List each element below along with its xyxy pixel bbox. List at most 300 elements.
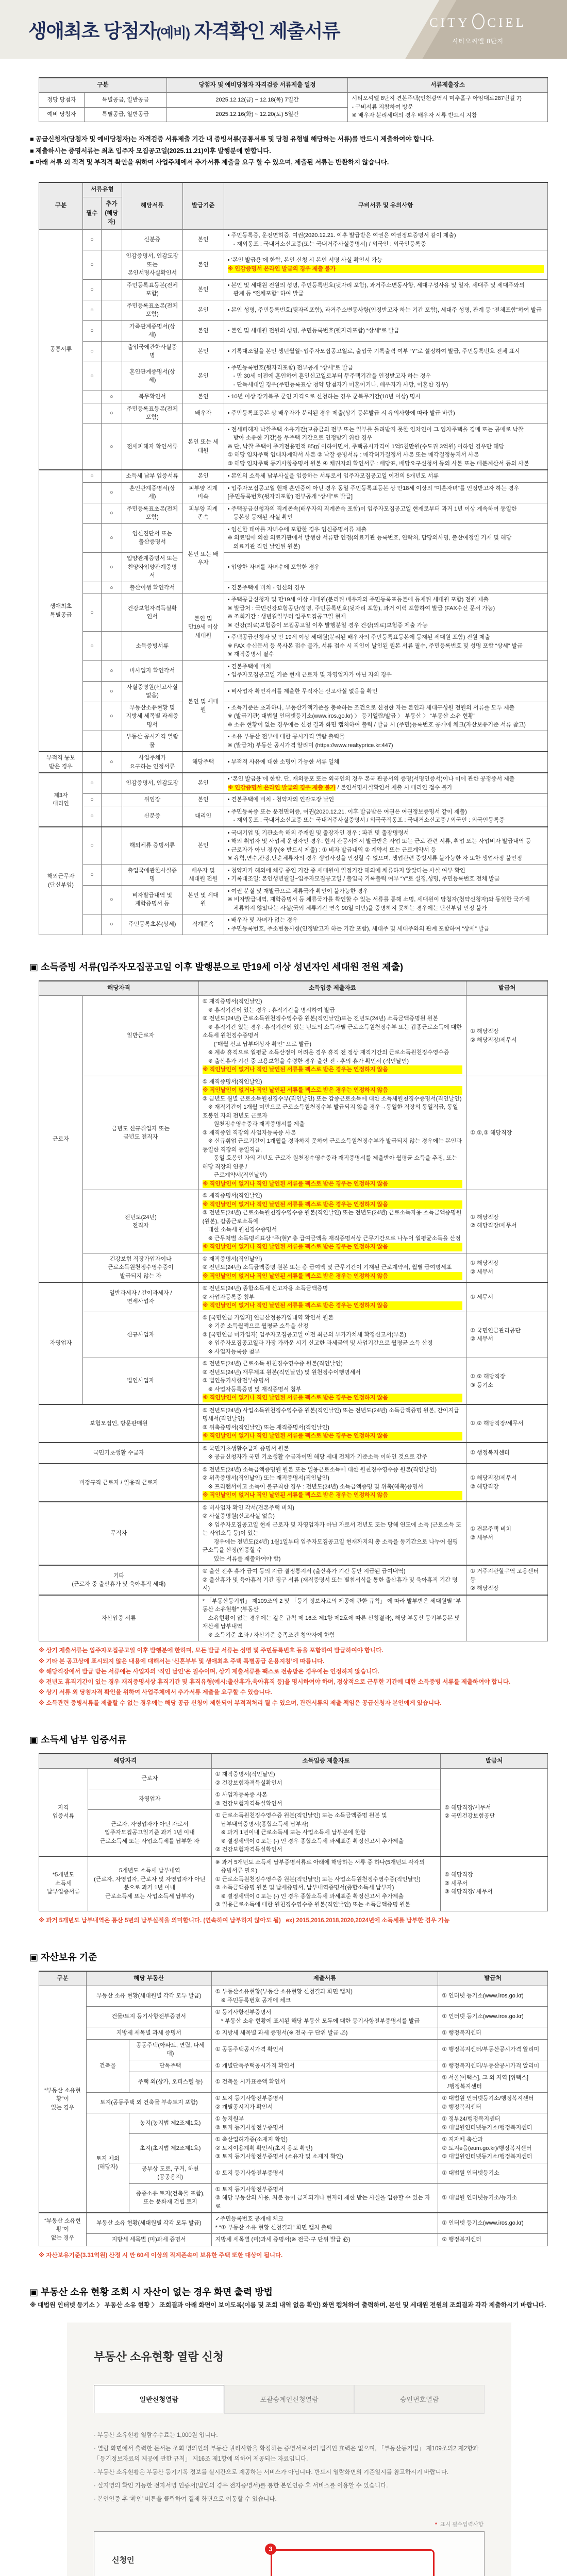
table-cell: 생애최초 특별공급 <box>39 470 83 752</box>
table-row <box>39 2093 548 2113</box>
table-cell: • 소득기준은 초과하나, 부동산가액기준을 충족하는 조건으로 신청한 자는 본인과 세대구성원 전원의 서류를 모두 제출 ※ (발급기관) 대법원 인터넷등기소(www.iros.go.kr) 〉 등기열람/발급 〉 부동산 〉 “부동산 소유 현황” ※ 소유 현황이 없는 경우에는 신청 결과 화면 캡처하여 출력 / 발급 시 (주민)등록번호 공개에 체크(자산보유기준 서류 참고) <box>224 702 547 731</box>
table-cell: 본인 <box>182 300 224 320</box>
income-proof-red-notes <box>39 1647 567 1708</box>
table-cell: 일반근로자 <box>82 996 198 1076</box>
iros-page-title: 부동산 소유현황 열람 신청 <box>94 2348 485 2364</box>
table-cell: 인감증명서, 인감도장 또는 본인서명사실확인서 <box>122 250 182 280</box>
table-cell: 지방세 세목별 (미)과세 증명서(※ 전국·구 단위 발급 必) <box>211 2234 438 2246</box>
table-cell: 해당주택 <box>182 752 224 773</box>
table-row <box>39 553 548 582</box>
table-cell: ① 전년도(24년) 근로소득 원천징수영수증 원본(직인날인) ② 전년도(24년) 재무제표 원본(직인날인) 및 원천징수이행명세서 ③ 법인등기사항전부증명서 ※ 사업자등록증명 및 재직증명서 첨부 ※ 직인날인이 없거나 직인 날인된 서류를 팩스로 받은 경우는 인정하지 않음 <box>198 1358 466 1404</box>
table-cell: 부동산 소유 현황(세대원별 각각 모두 발급) <box>86 1986 211 2007</box>
table-cell: 직계존속 <box>182 914 224 935</box>
table-cell: ○ <box>101 553 122 582</box>
annotation-badge-3: 3 <box>265 2544 276 2555</box>
table-cell: ① 국민기초생활수급자 증명서 원본 ※ 공급신청자가 국민 기초생활 수급자이면 해당 세대 전체가 기준소득 이하인 것으로 간주 <box>198 1443 466 1464</box>
table-cell: ○ <box>82 250 101 280</box>
table-cell: “부동산 소유현황”이 있는 경우 <box>39 1986 87 2213</box>
iros-tab-1[interactable]: 일반신청열람 <box>94 2385 224 2413</box>
table-cell: 본인 <box>182 279 224 300</box>
table-row <box>39 1358 548 1404</box>
table-cell: 주민등록표초본(전체포함) <box>122 300 182 320</box>
table-cell: 공부상 도로, 구거, 하천 (공공용지) <box>129 2163 211 2183</box>
table-cell: ① 국민연금관리공단 ② 세무서 <box>466 1312 548 1358</box>
table-cell <box>82 403 101 423</box>
table-row <box>39 423 548 470</box>
documents-table <box>39 182 548 935</box>
table-cell: ① 부동산소유현황(부동산 소유현황 신청결과 화면 캡처) ※ 주민등록번호 공개에 체크 <box>211 1986 438 2007</box>
table-cell: • ‘본인 발급용’에 한함, 본인 신청 시 본인 서명 사실 확인서 가능 ※ 인감증명서 온라인 발급의 경우 제출 불가 <box>224 250 547 280</box>
table-cell: ① 비사업자 확인 각서(견본주택 비치) ② 사실증명원(신고사실 없음) ※ 입주자모집공고일 현재 근로자 및 자영업자가 아닌 자로서 전년도 또는 당해 연도에 소득 (근로소득 또는 사업소득 등)이 있는 경우에는 전년도(24년) 1월1일부터 입주자모집공고일 현재까지의 총 소득을 동기간으로 나누어 월평균소득을 산정(입증할 수 있는 서류를 제출하여야 함) <box>198 1502 466 1566</box>
table-cell: 입양관계증명서 또는 친양자입양관계증명서 <box>122 553 182 582</box>
table-row <box>39 1282 548 1312</box>
applicant-form <box>94 2531 485 2576</box>
table-cell: 법인사업자 <box>82 1358 198 1404</box>
table-cell: 출입국에관한사실증명 <box>122 341 182 362</box>
table-cell: ① 건축물 시가표준액 확인서 <box>211 2072 438 2093</box>
table-cell: ① 재직증명서(직인날인) ※ 직인날인이 없거나 직인 날인된 서류를 팩스로 받은 경우는 인정하지 않음 ② 전년도(24년) 근로소득원천징수영수증 원본(직인날인) 또는 전년도(24년) 근로소득자용 소득금액증명원(원본), 갑종근로소득에 대한 소득세 원천징수증명서 ※ 근무처별 소득명세표상 “주(현)” 총 급여금액을 재직증명서상 근무기간으로 나누어 월평균소득을 산정 ※ 직인날인이 없거나 직인 날인된 서류를 팩스로 받은 경우는 인정하지 않음 <box>198 1190 466 1253</box>
column-header: 발급처 <box>438 1971 548 1986</box>
income-tax-red-note <box>39 1917 567 1925</box>
table-cell: 부동산 공시가격 열람물 <box>122 731 182 752</box>
table-cell: 시티오씨엘 8단지 견본주택(인천광역시 미추홀구 아암대로287번길 7) - 구비서류 지참하여 방문 ※ 배우자 분리세대의 경우 배우자 서류 반드시 지참 <box>348 93 548 122</box>
table-cell: 배우자 및 세대원 전원 <box>182 865 224 885</box>
table-cell: • 본인 및 세대원 전원의 성명, 주민등록번호(뒷자리 포함), 과거주소변동사항, 세대구성사유 및 일자, 세대주 및 세대주와의 관계 등 “전체포함” 하여 발급 <box>224 279 547 300</box>
table-cell: ① 행정복지센터/부동산공시가격 알리미 <box>438 2039 548 2060</box>
table-cell: • 주민등록번호(뒷자리포함) 전부공개 “상세”로 발급 - 만 30세 이전에 혼인하여 혼인신고일로부터 무주택기간을 인정받고자 하는 경우 - 단독세대일 경우(주민등록표상 청약 당첨자가 미혼이거나, 배우자가 사망, 이혼한 경우) <box>224 362 547 391</box>
table-cell: 본인 또는 배우자 <box>182 523 224 594</box>
table-row <box>39 1986 548 2007</box>
table-cell: 제3자 대리인 <box>39 773 83 827</box>
top-notes <box>30 134 567 167</box>
table-cell: ① 지자체 축산과 ② 토지e음(eum.go.kr)/행정복지센터 ③ 대법원인터넷등기소/행정복지센터 <box>438 2134 548 2163</box>
table-cell: ○ <box>101 403 122 423</box>
table-cell: ①,②,③ 해당직장 <box>466 1076 548 1190</box>
table-cell: ① 토지 등기사항전부증명서 ② 개별공시지가 확인서 <box>211 2093 438 2113</box>
table-cell: ① 토지 등기사항전부증명서 ② 해당 부동산의 사용, 처분 등이 금지되거나 현저히 제한 받는 사실을 입증할 수 있는 자료 <box>211 2183 438 2213</box>
table-cell: ○ <box>82 341 101 362</box>
table-cell: • 주민등록증, 운전면허증, 여권(2020.12.21. 이후 발급받은 여권은 여권정보증명서 같이 제출) - 재외동포 : 국내거소신고증(또는 국내거주사실증명서) / 외국인 : 외국인등록증 <box>224 230 547 250</box>
logo-text-city: CITY <box>429 16 470 30</box>
table-row <box>39 752 548 773</box>
table-cell <box>101 731 122 752</box>
table-cell: 본인 <box>182 250 224 280</box>
table-cell: 건강보험 직장가입자이나 근로소득원천징수영수증이 발급되지 않는 자 <box>82 1253 198 1282</box>
table-cell: 지방세 세목별 과세 증명서 <box>86 2027 211 2040</box>
table-cell <box>101 827 122 865</box>
table-cell: • ‘본인 발급용’에 한함. 단, 재외동포 또는 외국인의 경우 본국 관공서의 증명(서명인증서)이나 이에 관한 공정증서 제출 ※ 인감증명서 온라인 발급의 경우 제출 불가 / 본인서명사실확인서 제출 시 대리인 접수 불가 <box>224 773 547 794</box>
table-cell: • 본인 성명, 주민등록번호(뒷자리포함), 과거주소변동사항(인정받고자 하는 기간 포함), 세대주 성명, 관계 등 “전체포함”하여 발급 <box>224 300 547 320</box>
note-line: ※ 해당직장에서 발급 받는 서류에는 사업자의 ‘직인 날인’은 필수이며, 상기 제출서류를 팩스로 전송받은 경우에는 인정하지 않습니다. <box>39 1668 567 1676</box>
table-cell: ○ <box>82 230 101 250</box>
table-cell: ① 행정복지센터 <box>438 2027 548 2040</box>
table-cell: ① 재직증명서(직인날인) ※ 휴직기간이 있는 경우 : 휴직기간을 명시하여 발급 ② 전년도(24년) 근로소득원천징수영수증 원본(직인날인)또는 전년도(24년) 소득금액증명원 원본 ※ 휴직기간 있는 경우: 휴직기간이 있는 년도의 소득자별 근로소득원천징수부 또는 갑종근로소득에 대한 소득세 원천징수증명서 (“매월 신고 납부대상자 확인” 으로 발급) ※ 계속 휴직으로 월평균 소득산정이 어려운 경우 휴직 전 정상 재직기간의 근로소득원천징수영수증 ※ 출산휴가 기간 중 고용보험을 수령한 경우 출산 전 · 후의 휴가 확인서 (직인날인) ※ 직인날인이 없거나 직인 날인된 서류를 팩스로 받은 경우는 인정하지 않음 <box>198 996 466 1076</box>
table-cell <box>82 885 101 914</box>
table-row <box>39 523 548 553</box>
table-cell: 자영업자 <box>39 1282 83 1404</box>
table-cell: ① 해당직장 ② 해당직장/세무서 <box>466 1190 548 1253</box>
table-cell: ① 세무서 <box>466 1282 548 1312</box>
table-cell: 특별공급, 일반공급 <box>84 93 166 107</box>
table-cell: 정당 당첨자 <box>39 93 85 107</box>
table-cell: 본인 <box>182 362 224 391</box>
table-row <box>39 1312 548 1358</box>
table-row <box>39 300 548 320</box>
table-cell: • 배우자 및 자녀가 없는 경우 • 주민등록번호, 주소변동사항(인정받고자 하는 기간 포함), 세대주 및 세대주와의 관계 포함하여 “상세” 발급 <box>224 914 547 935</box>
table-cell: ○ <box>101 503 122 523</box>
table-cell: • 기록대조일을 본인 생년월일~입주자모집공고일로, 출입국 기록출력 여부 “Y”로 설정하여 발급, 주민등록번호 전체 표시 <box>224 341 547 362</box>
note-line: ※ 과거 5개년도 납부내역은 통산 5년의 납부실적을 의미합니다. (연속하여 납부하지 않아도 됨) _ex) 2015,2016,2018,2020,2024년에 소득세를 납부한 경우 가능 <box>39 1917 567 1925</box>
note-line: · 부동산 소유현황은 부동산 등기기록 정보를 실시간으로 제공하는 서비스가 아닙니다. 반드시 열람화면의 기준일시를 참고하시기 바랍니다. <box>94 2467 485 2478</box>
table-cell: 부적격 통보 받은 경우 <box>39 752 83 773</box>
table-cell: 건물/토지 등기사항전부증명서 <box>86 2007 211 2027</box>
column-header: 제출서류 <box>211 1971 438 1986</box>
table-cell: 사업주체가 요구하는 인정서류 <box>122 752 182 773</box>
table-cell: ① 거주지관할구역 고용센터 등 ② 해당직장 <box>466 1565 548 1595</box>
table-cell: 소득증빙서류 <box>122 632 182 661</box>
table-row <box>39 885 548 914</box>
table-cell: 토지(공동주택 외 건축물 부속토지 포함) <box>86 2093 211 2113</box>
table-cell: ① 정부24/행정복지센터 ② 대법원인터넷등기소/행정복지센터 <box>438 2113 548 2134</box>
table-cell: *5개년도 소득세 납부입증서류 <box>39 1856 88 1911</box>
note-line: ※ 기타 본 공고상에 표시되지 않은 내용에 대해서는 ‘신혼부부 및 생애최초 주택 특별공급 운용지침’에 따릅니다. <box>39 1657 567 1666</box>
column-header: 필수 <box>82 197 101 230</box>
table-cell <box>82 391 101 403</box>
table-cell: 건강보험자격득실확인서 <box>122 594 182 632</box>
table-cell <box>101 279 122 300</box>
table-cell: 전세피해자 확인서류 <box>122 423 182 470</box>
required-asterisk: * <box>435 2521 437 2528</box>
table-cell <box>101 806 122 827</box>
table-cell: ○ <box>101 752 122 773</box>
table-cell: 신규사업자 <box>82 1312 198 1358</box>
table-cell: ① 출산 전후 휴가 급여 등의 지급 결정통지서 (출산휴가 기간 동안 지급된 급여내역) ② 출산휴가 및 육아휴직 기간 징구 서류 (재직증명서 또는 별첨서식을 통한 출산휴가 및 육아휴직 기간 명시) <box>198 1565 466 1595</box>
table-row <box>39 1856 548 1911</box>
table-cell: 주민등록초본(상세) <box>122 914 182 935</box>
table-cell: ① 등기사항전부증명서 * 부동산 소유 현황에 표시된 해당 부동산 모두에 대한 등기사항전부증명서를 발급 <box>211 2007 438 2027</box>
note-line: · 부동산 소유현황 열람수수료는 1,000원 입니다. <box>94 2430 485 2441</box>
table-cell: • 입양한 자녀를 자녀수에 포함한 경우 <box>224 553 547 582</box>
table-cell: 사실증명원(신고사실없음) <box>122 681 182 702</box>
table-cell: 본인 <box>182 470 224 482</box>
table-row <box>39 2234 548 2246</box>
table-cell: 자영업자 <box>88 1789 211 1810</box>
note-line: · 실지명의 확인 가능한 전자서명 인증서(법인의 경우 전자증명서)를 통한 본인인증 후 서비스를 이용할 수 있습니다. <box>94 2481 485 2491</box>
table-row <box>39 2213 548 2234</box>
column-header: 소득입증 제출자료 <box>211 1754 441 1769</box>
table-cell: 건축물 <box>86 2039 129 2093</box>
asset-criteria-table <box>39 1971 548 2246</box>
asset-red-note <box>39 2251 567 2260</box>
note-line: · 열람 화면에서 출력한 문서는 조회 명의인의 부동산 권리사항을 확정하는 증명서로서의 법적인 효력은 없으며, 「부동산등기법」 제109조의2 제2항과 「등기정보자료의 제공에 관한 규칙」 제16조 제1항에 의하여 제공되는 자료입니다. <box>94 2444 485 2464</box>
table-cell: ① 해당직장/세무서 ② 국민건강보험공단 <box>441 1769 548 1856</box>
table-cell: 본인 <box>182 341 224 362</box>
table-cell: ① 견본주택 비치 ② 세무서 <box>466 1502 548 1566</box>
table-cell: ① 토지 등기사항전부증명서 <box>211 2163 438 2183</box>
table-cell: ○ <box>82 827 101 865</box>
table-row <box>39 362 548 391</box>
table-row <box>39 1253 548 1282</box>
table-cell: ○ <box>101 885 122 914</box>
iros-tab-3[interactable]: 승인번호열람 <box>354 2385 485 2414</box>
table-cell: 공통서류 <box>39 230 83 470</box>
table-cell: 종중소유 토지(건축물 포함), 또는 문화재 건립 토지 <box>129 2183 211 2213</box>
table-cell: ○ <box>82 794 101 806</box>
table-cell: 위임장 <box>122 794 182 806</box>
table-cell: ① 해당직장 ② 해당직장/세무서 <box>466 996 548 1076</box>
table-cell: ① 전년도(24년) 소득금액증명원 원본 또는 일용근로소득에 대한 원천징수영수증 원본(직인날인) ② 위촉증명서(직인날인) 또는 재직증명서(직인날인) ※ 프리랜서이고 소득이 불규칙한 경우 : 전년도(24년) 소득금액증명 및 위촉(해촉)증명서 ※ 직인날인이 없거나 직인 날인된 서류를 팩스로 받은 경우는 인정하지 않음 <box>198 1464 466 1502</box>
table-cell <box>82 553 101 582</box>
table-cell: ① 재직증명서(직인날인) ※ 직인날인이 없거나 직인 날인된 서류를 팩스로 받은 경우는 인정하지 않음 ② 금년도 월별 근로소득원천징수부(직인날인) 또는 갑종근로소득에 대한 소득세원천징수증명서(직인날인) ※ 재직기간이 1개월 미만으로 근로소득원천징수부 발급되지 않을 경우→동일한 직장의 동일직급, 동일호봉인 자의 전년도 근로자 원천징수영수증과 재직증명서를 제출 ③ 재직중인 직장의 사업자등록증 사본 ※ 신규취업 근로기간이 1개월을 경과하지 못하여 근로소득원천징수부가 발급되지 않는 경우에는 본인과 동일한 직장의 동일직급, 동일 호봉인 자의 전년도 근로자 원천징수영수증과 재직증명서를 제출받아 월평균 소득을 추정, 또는 해당 직장의 연봉 / 근로계약서(직인날인) ※ 직인날인이 없거나 직인 날인된 서류를 팩스로 받은 경우는 인정하지 않음 <box>198 1076 466 1190</box>
table-row <box>39 1595 548 1641</box>
table-cell: 공동주택(아파트, 연립, 다세대) <box>129 2039 211 2060</box>
page-header <box>0 0 567 59</box>
section-title-income-proof: ▣ 소득증빙 서류(입주자모집공고일 이후 발행분으로 만19세 이상 성년자인 세대원 전원 제출) <box>29 960 567 973</box>
note-line: ※ 상기 서류 외 당첨자격 확인을 위하여 사업주체에서 추가서류 제출을 요구할 수 있습니다. <box>39 1688 567 1697</box>
table-cell: ① 재직증명서(직인날인) ② 전년도(24년) 소득금액증명 원본 또는 총 급여액 및 근무기간이 기재된 근로계약서, 월별 급여명세표 ※ 직인날인이 없거나 직인 날인된 서류를 팩스로 받은 경우는 인정하지 않음 <box>198 1253 466 1282</box>
table-row <box>39 403 548 423</box>
note-line: ■ 제출하시는 증명서류는 최초 입주자 모집공고일(2025.11.21)이후 발행분에 한합니다. <box>30 146 567 156</box>
table-cell: ○ <box>82 773 101 794</box>
table-cell <box>101 362 122 391</box>
page-title <box>28 15 340 43</box>
table-cell: 근로자, 자영업자가 아닌 자로서 입주자모집공고일기준 과거 1년 이내 근로소득세 또는 사업소득세를 납부한 자 <box>88 1810 211 1856</box>
section-title-income-tax: ▣ 소득세 납부 입증서류 <box>29 1733 567 1746</box>
note-line: ■ 공급신청자(당첨자 및 예비당첨자)는 자격검증 서류제출 기간 내 증빙서류(공통서류 및 당첨 유형별 해당하는 서류)를 반드시 제출하여야 합니다. <box>30 134 567 144</box>
table-cell: 특별공급, 일반공급 <box>84 107 166 122</box>
applicant-section-label: 신청인 <box>112 2554 466 2565</box>
table-cell: ○ <box>82 279 101 300</box>
table-cell: ○ <box>101 681 122 702</box>
column-header: 서류유형 <box>82 182 122 197</box>
income-proof-table-container <box>0 980 567 1641</box>
table-cell: 배우자 <box>182 403 224 423</box>
table-row <box>39 341 548 362</box>
table-cell: 본인 <box>182 773 224 794</box>
table-cell: • 국내기업 및 기관소속 해외 주재원 및 출장자인 경우 : 파견 및 출장명령서 • 해외 취업자 및 사업체 운영자인 경우: 현지 관공서에서 발급받은 사업 또는 근로 관련 서류, 취업 또는 사업비자 발급내역 등 • 근로자가 아닌 경우(※ 반드시 제출) : ① 비자 발급내역 ② 계약서 또는 근로계약서 등 ※ 유학,연수,관광,단순체류자의 경우 생업사정을 인정할 수 없으며, 생업관련 증빙서류 불가능한 자 또한 생업사정 불인정 <box>224 827 547 865</box>
table-cell: 예비 당첨자 <box>39 107 85 122</box>
table-cell: ① 공동주택공시가격 확인서 <box>211 2039 438 2060</box>
table-row <box>39 582 548 594</box>
table-row <box>39 2027 548 2040</box>
table-cell: ○ <box>82 470 101 482</box>
table-cell: ① 근로소득원천징수영수증 원본(직인날인) 또는 소득금액증명 원본 및 납부내역증명서(종합소득세 납부자) ※ 과거 1년이내 근로소득세 또는 사업소득세 납부분에 한함 ※ 결정세액이 0 또는 (-) 인 경우 종합소득세 과세표준 확정신고서 추가제출 ② 건강보험자격득실확인서 <box>211 1810 441 1856</box>
section-title-asset: ▣ 자산보유 기준 <box>29 1950 567 1963</box>
table-cell: ○ <box>82 320 101 341</box>
documents-table-container <box>0 182 567 935</box>
table-cell: • 입주자모집공고일 현재 혼인중이 아닌 경우 동일 주민등록표등본 상 만18세 이상의 “미혼자녀”를 인정받고자 하는 경우 [주민등록번호(뒷자리포함) 전부공개 “상세”로 발급] <box>224 482 547 503</box>
table-cell <box>101 320 122 341</box>
table-cell: ② 행정복지센터 <box>438 2234 548 2246</box>
table-cell: 본인 <box>182 827 224 865</box>
table-row <box>39 1769 548 1789</box>
title-part-2: (예비) <box>156 25 189 41</box>
table-cell: • 10년 이상 장기복무 군인 자격으로 신청하는 경우 군복무기간(10년 이상) 명시 <box>224 391 547 403</box>
table-cell <box>101 250 122 280</box>
table-cell: ① 대법원 인터넷등기소/행정복지센터 ② 행정복지센터 <box>438 2093 548 2113</box>
note-line: ※ 상기 제출서류는 입주자모집공고일 이후 발행분에 한하며, 모든 발급 서류는 성명 및 주민등록번호 등을 포함하여 발급하여야 합니다. <box>39 1647 567 1655</box>
table-cell <box>82 660 101 681</box>
table-cell: * 「부동산등기법」 제109조의 2 및 「등기 정보자료의 제공에 관한 규칙」 에 따라 발부받은 세대원별 “부동산 소유현황” (부동산 소유현황이 없는 경우에는 같은 규칙 제 16조 제1항 제2호에 따른 신청결과), 해당 부동산 등기부등본 및 재산세 납부내역 ※ 소득기준 초과 / 자산기준 충족조건 청약자에 한함 <box>198 1595 466 1641</box>
table-cell <box>101 470 122 482</box>
table-cell: • 임신한 태아를 자녀수에 포함한 경우 임신증명서류 제출 ※ 의료법에 의한 의료기관에서 발행한 서류만 인정(의료기관 등록번호, 연락처, 담당의사명, 출산예정일 기재 및 해당 의료기관 직인 날인된 원본) <box>224 523 547 553</box>
table-cell: • 비사업자 확인각서를 제출한 무직자는 신고사실 없음을 확인 <box>224 681 547 702</box>
table-cell: ○ <box>101 391 122 403</box>
table-cell <box>82 423 101 470</box>
table-cell: • 청약자가 해외에 체류 중인 기간 중 세대원이 일정기간 해외에 체류하지 않았다는 사실 여부 확인 • 기록대조일: 본인생년월일~입주자모집공고일 / 출입국 기록출력 여부 “Y”로 설정,성명, 주민등록번호 전체 발급 <box>224 865 547 885</box>
table-cell <box>466 1595 548 1641</box>
column-header: 당첨자 및 예비당첨자 자격검증 서류제출 일정 <box>166 78 348 93</box>
table-cell: ① 해당직장 ② 세무서 <box>466 1253 548 1282</box>
table-cell: ①,② 해당직장 ③ 등기소 <box>466 1358 548 1404</box>
table-cell: 일반과세자 / 간이과세자 / 면세사업자 <box>82 1282 198 1312</box>
table-row <box>39 391 548 403</box>
table-cell: • 주택공급신청자 및 만 19세 이상 세대원(분리된 배우자의 주민등록표등본에 등재된 세대원 포함) 전원 제출 ※ FAX 수신문서 등 복사본 접수 불가, 서류 접수 시 직인이 날인된 원본 서류 필수, 주민등록번호 및 성명 포함 “상세” 발급 ※ 재직증명서 필수 <box>224 632 547 661</box>
table-cell <box>101 230 122 250</box>
table-cell: 본인 및 세대원 <box>182 660 224 752</box>
table-cell: ① 서울[이택스], 그 외 지역 [위택스] /행정복지센터 <box>438 2072 548 2093</box>
table-cell: ① 대법원 인터넷등기소 <box>438 2163 548 2183</box>
table-cell <box>101 773 122 794</box>
logo-text-ciel: CIEL <box>487 16 526 30</box>
income-tax-proof-table <box>39 1753 548 1911</box>
table-cell: ○ <box>101 423 122 470</box>
table-row <box>39 1404 548 1443</box>
table-row <box>39 1076 548 1190</box>
table-cell: 해외체류 증빙서류 <box>122 827 182 865</box>
table-cell <box>82 482 101 503</box>
table-cell: 소득세 납부 입증서류 <box>122 470 182 482</box>
table-cell: • 소유 부동산 전부에 대한 공시가격 열람 출력물 ※ (발급처) 부동산 공시가격 알리미 (https://www.realtyprice.kr:447) <box>224 731 547 752</box>
table-cell <box>101 300 122 320</box>
table-row <box>39 470 548 482</box>
asset-table-container <box>0 1971 567 2246</box>
document-body <box>0 77 567 2576</box>
column-header: 소득입증 제출자료 <box>198 981 466 996</box>
table-cell <box>82 752 101 773</box>
table-cell: • 부적격 사유에 대한 소명이 가능한 서류 일체 <box>224 752 547 773</box>
column-header: 발급기준 <box>182 182 224 230</box>
table-cell: ① 인터넷 등기소(www.iros.go.kr) <box>438 2213 548 2234</box>
table-cell: ① 행정복지센터 <box>466 1443 548 1464</box>
table-cell: ① 축산업허가증(소재지 확인) ② 토지이용계획 확인서(초지 용도 확인) ③ 토지 등기사항전부증명서 (소유자 및 소재지 확인) <box>211 2134 438 2163</box>
table-row <box>39 1443 548 1464</box>
table-cell: • 주택공급신청자 및 만19세 이상 세대원(분리된 배우자의 주민등록표등본에 등재된 세대원 포함) 전원 제출 ※ 발급처 : 국민건강보험공단/성명, 주민등록번호(뒷자리 포함), 과거 이력 포함하여 발급 (FAX수신 문서 가능) ※ 조회기간 : 생년월일부터 입주모집공고일 현재 ※ 건강(의료)보험증이 모집공고일 이후 발행분일 경우 건강(의료)보험증 제출 가능 <box>224 594 547 632</box>
table-cell: 주택 외(상가, 오피스텔 등) <box>129 2072 211 2093</box>
note-line: · 본인인증 후 ‘확인’ 버튼을 클릭하여 결제 화면으로 이동할 수 있습니다. <box>94 2494 485 2504</box>
table-cell <box>101 865 122 885</box>
required-note-text: 표시 필수입력사항 <box>439 2521 483 2528</box>
table-cell: 부동산 소유 현황(세대원별 각각 모두 발급) <box>86 2213 211 2234</box>
table-row <box>39 632 548 661</box>
schedule-table <box>39 77 548 122</box>
table-cell: ○ <box>82 632 101 661</box>
table-cell: 지방세 세목별 (미)과세 증명서 <box>86 2234 211 2246</box>
table-cell: 주민등록표등본(전체포함) <box>122 403 182 423</box>
table-cell: ① 지방세 세목별 과세 증명서(※ 전국·구 단위 발급 必) <box>211 2027 438 2040</box>
column-header: 해당자격 <box>39 981 199 996</box>
table-cell: ① 인터넷 등기소(www.iros.go.kr) <box>438 2007 548 2027</box>
table-cell: 출입국에관한사실증명 <box>122 865 182 885</box>
table-cell: ○ <box>82 594 101 632</box>
table-cell <box>101 632 122 661</box>
note-line: ※ 전년도 휴직기간이 있는 경우 재직증명서상 휴직기간 및 휴직유형(예시:출산휴가,육아휴직 등)을 명시하여야 하며, 정상적으로 근무한 기간에 대한 소득증빙 서류를 제출하여야 합니다. <box>39 1678 567 1687</box>
table-cell: 2025.12.16(화) ~ 12.20(토) 5일간 <box>166 107 348 122</box>
schedule-table-container <box>0 77 567 122</box>
table-cell: • 여권 분실 및 재발급으로 체류국가 확인이 불가능한 경우 ※ 비자발급내역, 재학증명서 등 체류국가를 확인할 수 있는 서류를 통해 소명, 세대원이 당첨자(청약신청자)와 동일한 국가에 체류하지 않았다는 사실(국외 체류기간 연속 90일 미만)을 증명하지 못하는 경우에는 단신부임 인정 불가 <box>224 885 547 914</box>
title-part-1: 생애최초 당첨자 <box>28 21 156 42</box>
table-row <box>39 806 548 827</box>
table-cell: 단독주택 <box>129 2060 211 2072</box>
required-field-note <box>94 2520 483 2528</box>
table-cell: ○ <box>101 523 122 553</box>
table-cell: 자격 입증서류 <box>39 1769 88 1856</box>
table-cell: 인감증명서, 인감도장 <box>122 773 182 794</box>
table-row <box>39 594 548 632</box>
table-cell: 혼인관계증명서(상세) <box>122 362 182 391</box>
table-cell: 보험모집인, 방문판매원 <box>39 1404 199 1443</box>
table-row <box>39 1565 548 1595</box>
column-header: 발급처 <box>441 1754 548 1769</box>
table-cell: 자산입증 서류 <box>39 1595 199 1641</box>
table-row <box>39 702 548 731</box>
column-header: 구분 <box>39 182 83 230</box>
table-cell: 비사업자 확인각서 <box>122 660 182 681</box>
table-cell: • 주택공급신청자의 직계존속(배우자의 직계존속 포함)이 입주자모집공고일 현재로부터 과거 1년 이상 계속하여 동일한 등본상 등재된 사실 확인 <box>224 503 547 523</box>
table-cell: 대리인 <box>182 806 224 827</box>
table-cell <box>82 523 101 553</box>
table-cell: ① 대법원 인터넷등기소/등기소 <box>438 2183 548 2213</box>
column-header: 구분 <box>39 78 167 93</box>
table-cell <box>82 702 101 731</box>
column-header: 해당자격 <box>39 1754 212 1769</box>
table-cell: ※ 과거 5개년도 소득세 납부증명서류로 아래에 해당하는 서류 중 하나(5개년도 각각의 증빙서류 필요) ① 근로소득원천징수영수증 원본(직인날인) 또는 사업소득원천징수영수증(직인날인) ② 소득금액증명 원본 및 납세증명서, 납부내역증명서(종합소득세 납부자) ※ 결정세액이 0 또는 (-) 인 경우 종합소득세 과세표준 확정신고서 추가제출 ③ 일용근로소득에 대한 원천징수영수증 원본(직인날인) 또는 소득금액증명 원본 <box>211 1856 441 1911</box>
table-row <box>39 93 548 107</box>
table-cell: ① 해당직장/세무서 ② 해당직장 <box>466 1464 548 1502</box>
table-row <box>39 794 548 806</box>
table-row <box>39 914 548 935</box>
table-row <box>39 503 548 523</box>
table-cell: ○ <box>101 660 122 681</box>
table-cell: 주민등록표등본(전체포함) <box>122 279 182 300</box>
table-cell: 피부양 직계존속 <box>182 503 224 523</box>
table-row <box>39 230 548 250</box>
note-line: ■ 아래 서류 외 적격 및 부적격 확인을 위하여 사업주체에서 추가서류 제출을 요구 할 수 있으며, 제출된 서류는 반환하지 않습니다. <box>30 158 567 167</box>
table-cell: 금년도 신규취업자 또는 금년도 전직자 <box>82 1076 198 1190</box>
table-cell: 본인 및 만19세 이상 세대원 <box>182 594 224 661</box>
table-cell: • 주민등록증 또는 운전면허증, 여권(2020.12.21. 이후 발급받은 여권은 여권정보증명서 같이 제출) - 재외동포 : 국내거소신고증 또는 국내거주사실증명서 / 외국국적동포 : 국내거소신고증 / 외국인 : 외국인등록증 <box>224 806 547 827</box>
table-cell: ① 전년도(24년) 종합소득세 신고자용 소득금액증명 ② 사업자등록증 첨부 ※ 직인날인이 없거나 직인 날인된 서류를 팩스로 받은 경우는 인정하지 않음 <box>198 1282 466 1312</box>
table-cell: 근로자 <box>88 1769 211 1789</box>
table-cell: 주민등록표초본(전체포함) <box>122 503 182 523</box>
column-header: 서류제출장소 <box>348 78 548 93</box>
column-header: 발급처 <box>466 981 548 996</box>
column-header: 추가 (해당자) <box>101 197 122 230</box>
table-cell: “부동산 소유현황”이 없는 경우 <box>39 2213 87 2246</box>
iros-tab-2[interactable]: 포괄승계인신청열람 <box>224 2385 355 2414</box>
table-cell <box>82 503 101 523</box>
note-line: ※ 소득관련 증빙서류를 제출할 수 없는 경우에는 해당 공급 신청이 제한되어 부적격처리 될 수 있으며, 관련서류의 제출 책임은 공급신청자 본인에게 있습니다. <box>39 1699 567 1708</box>
table-cell <box>82 731 101 752</box>
table-cell: ① 전년도(24년) 사업소득원천징수영수증 원본(직인날인) 또는 전년도(24년) 소득금액증명 원본, 간이지급명세서(직인날인) ② 위촉증명서(직인날인) 또는 재직증명서(직인날인) ※ 직인날인이 없거나 직인 날인된 서류를 팩스로 받은 경우는 인정하지 않음 <box>198 1404 466 1443</box>
table-cell: ① [국민연금 가입자] 연금산정용가입내역 확인서 원본 ※ 기준 소득월액으로 월평균 소득을 산정 ② [국민연금 미가입자] 입주자모집공고일 이전 최근의 부가가치세 확정신고서(부본) ※ 입주자모집공고일과 가장 가까운 시기 신고한 과세금액 및 사업기간으로 월평균 소득 산정 ※ 사업자등록증 첨부 <box>198 1312 466 1358</box>
table-cell: ○ <box>82 300 101 320</box>
table-cell: • 본인의 소득세 납부사실을 입증하는 서류로서 입주자모집공고일 이전의 5개년도 서류 <box>224 470 547 482</box>
table-cell: 근로자 <box>39 996 83 1283</box>
table-cell: ① 인터넷 등기소(www.iros.go.kr) <box>438 1986 548 2007</box>
brand-logo <box>413 13 542 45</box>
table-cell: 초지(초지법 제2조제1호) <box>129 2134 211 2163</box>
